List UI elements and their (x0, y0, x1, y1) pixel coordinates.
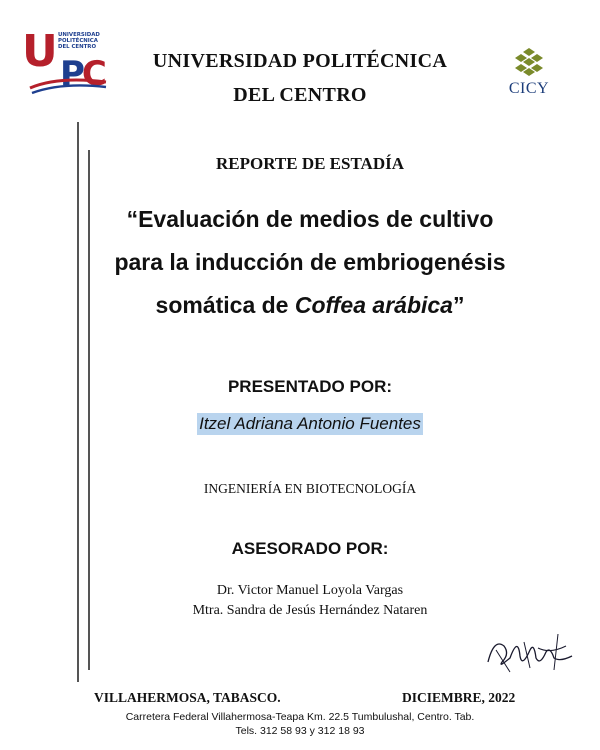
cicy-leaf-icon (505, 44, 553, 80)
thesis-title (95, 198, 525, 327)
university-name (120, 44, 480, 112)
presented-by-label: PRESENTADO POR: (227, 377, 393, 396)
university-name-line-2: DEL CENTRO (233, 84, 367, 106)
report-type: REPORTE DE ESTADÍA (215, 154, 404, 173)
advised-by-label: ASESORADO POR: (231, 539, 389, 558)
address-line-2: Tels. 312 58 93 y 312 18 93 (235, 725, 365, 737)
advisor-2: Mtra. Sandra de Jesús Hernández Nataren (192, 603, 428, 618)
species-name: Coffea arábica (294, 292, 453, 318)
university-name-line-1: UNIVERSIDAD POLITÉCNICA (152, 50, 448, 72)
signature (480, 628, 580, 678)
upc-logo-letters: U (22, 26, 55, 77)
cicy-logo (505, 44, 553, 102)
advisor-1: Dr. Victor Manuel Loyola Vargas (216, 583, 404, 598)
upc-logo (22, 26, 114, 100)
cicy-label: CICY (508, 80, 550, 97)
author-wrap (100, 413, 520, 435)
upc-logo-text: UNIVERSIDAD POLITÉCNICA DEL CENTRO (58, 32, 100, 51)
upc-logo-swoosh (28, 74, 108, 96)
left-rule-outer (77, 122, 79, 682)
upc-logo-lower-letters: PC (60, 54, 104, 94)
footer-place: VILLAHERMOSA, TABASCO. (94, 690, 281, 705)
footer-date: DICIEMBRE, 2022 (402, 690, 516, 705)
thesis-title-line-1: “Evaluación de medios de cultivo (126, 206, 494, 232)
author-name: Itzel Adriana Antonio Fuentes (199, 414, 421, 433)
address-line-1: Carretera Federal Villahermosa-Teapa Km. 22.5 Tumbulushal, Centro. Tab. (125, 711, 475, 723)
career: INGENIERÍA EN BIOTECNOLOGÍA (203, 481, 417, 496)
left-rule-inner (88, 150, 90, 670)
thesis-title-line-2: para la inducción de embriogenésis (114, 249, 506, 275)
thesis-title-line-3: somática de Coffea arábica” (155, 292, 465, 318)
